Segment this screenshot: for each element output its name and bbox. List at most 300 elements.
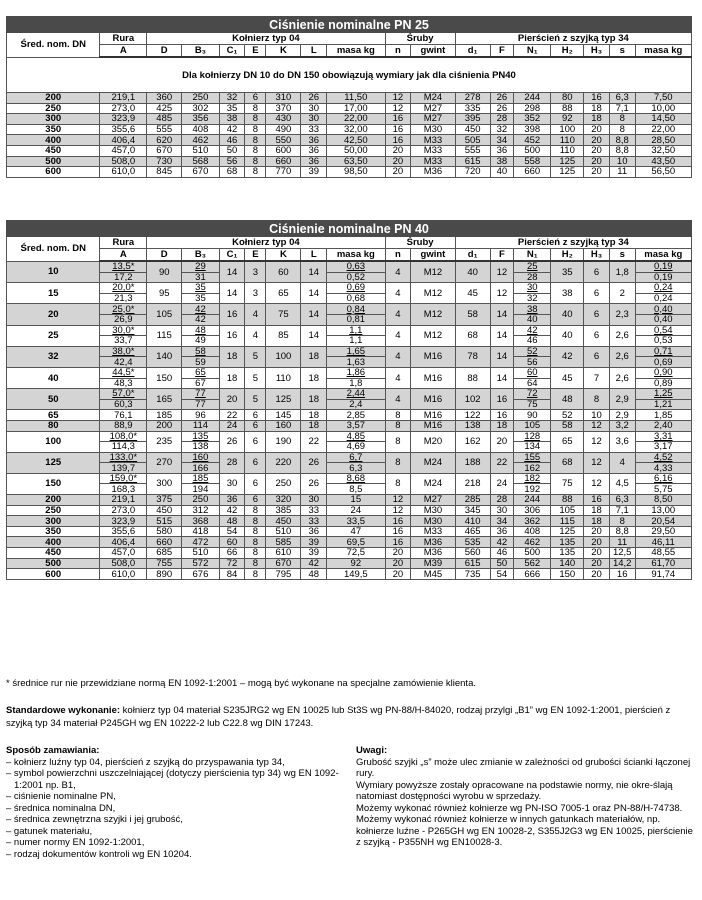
cell-rura-a: 219,1 [100,93,147,104]
cell-l: 39 [301,537,327,548]
cell-h2: 110 [551,135,584,146]
cell-l: 14 [301,261,327,283]
cell-n: 4 [385,346,411,367]
cell-masa-kolnierz: 22,00 [327,114,385,125]
cell-s: 6,3 [609,93,635,104]
cell-c1: 14 [219,261,245,283]
col-header: n [385,249,411,262]
cell-k: 60 [266,261,301,283]
cell-c1: 66 [219,548,245,559]
cell-d: 200 [147,420,182,431]
cell-masa-pierscien: 6,16 [635,473,691,484]
cell-f: 24 [490,473,513,494]
cell-k: 190 [266,431,301,452]
cell-h2: 115 [551,516,584,527]
cell-e: 8 [245,505,266,516]
cell-k: 385 [266,505,301,516]
cell-e: 8 [245,124,266,135]
cell-gwint: M24 [411,473,455,494]
cell-k: 320 [266,495,301,506]
cell-rura-a: 406,4 [100,135,147,146]
ordering-list [6,757,346,861]
cell-masa-kolnierz: 24 [327,505,385,516]
cell-f: 22 [490,452,513,473]
cell-h2: 38 [551,283,584,304]
col-header: H₃ [584,45,610,58]
cell-n1: 452 [514,135,551,146]
col-header: d₁ [455,249,490,262]
cell-n1: 298 [514,103,551,114]
col-header: n [385,45,411,58]
cell-dn: 450 [7,145,100,156]
cell-masa-pierscien: 22,00 [635,124,691,135]
cell-h3: 12 [584,452,610,473]
cell-h3: 8 [584,389,610,410]
cell-gwint: M27 [411,103,455,114]
cell-h2: 135 [551,537,584,548]
table-row [7,283,692,294]
cell-k: 100 [266,346,301,367]
cell-s: 2,3 [609,304,635,325]
cell-rura-a: 219,1 [100,495,147,506]
cell-gwint: M12 [411,304,455,325]
cell-k: 450 [266,516,301,527]
cell-n1: 362 [514,516,551,527]
sruby-header: Śruby [385,33,455,45]
cell-l: 48 [301,569,327,580]
cell-d: 890 [147,569,182,580]
table-row [7,325,692,336]
cell-h3: 18 [584,516,610,527]
cell-n: 8 [385,420,411,431]
cell-h3: 20 [584,135,610,146]
cell-b3: 166 [182,463,219,474]
cell-s: 8,8 [609,526,635,537]
cell-n1: 134 [514,442,551,453]
cell-b3: 510 [182,548,219,559]
cell-n: 20 [385,569,411,580]
cell-b3: 29 [182,261,219,272]
col-header: masa kg [327,249,385,262]
cell-c1: 18 [219,367,245,388]
cell-s: 3,2 [609,420,635,431]
cell-d: 150 [147,367,182,388]
cell-s: 7,1 [609,505,635,516]
cell-n1: 64 [514,378,551,389]
cell-masa-kolnierz: 0,52 [327,272,385,283]
cell-c1: 16 [219,304,245,325]
cell-d: 660 [147,537,182,548]
cell-d1: 535 [455,537,490,548]
cell-e: 6 [245,452,266,473]
cell-k: 670 [266,558,301,569]
cell-masa-kolnierz: 0,81 [327,314,385,325]
cell-masa-pierscien: 0,19 [635,261,691,272]
cell-rura-a: 457,0 [100,548,147,559]
cell-rura-a: 323,9 [100,114,147,125]
cell-e: 8 [245,537,266,548]
cell-c1: 72 [219,558,245,569]
cell-rura-a: 168,3 [100,484,147,495]
cell-n1: 46 [514,336,551,347]
cell-n: 12 [385,93,411,104]
cell-c1: 16 [219,325,245,346]
cell-rura-a: 610,0 [100,569,147,580]
cell-f: 38 [490,156,513,167]
cell-dn: 200 [7,495,100,506]
cell-h2: 75 [551,473,584,494]
cell-f: 32 [490,124,513,135]
cell-rura-a: 60,3 [100,399,147,410]
cell-n: 20 [385,156,411,167]
cell-masa-pierscien: 4,52 [635,452,691,463]
cell-n1: 562 [514,558,551,569]
cell-l: 14 [301,325,327,346]
col-header: C₁ [219,45,245,58]
cell-dn: 50 [7,389,100,410]
cell-b3: 35 [182,283,219,294]
col-header: N₁ [514,249,551,262]
table-row [7,516,692,527]
cell-h2: 45 [551,367,584,388]
cell-rura-a: 273,0 [100,103,147,114]
dn-header: Śred. nom. DN [7,33,100,58]
cell-c1: 28 [219,452,245,473]
cell-k: 585 [266,537,301,548]
cell-rura-a: 508,0 [100,558,147,569]
cell-s: 2,6 [609,325,635,346]
cell-s: 11 [609,167,635,178]
cell-l: 26 [301,93,327,104]
cell-l: 30 [301,114,327,125]
cell-rura-a: 33,7 [100,336,147,347]
cell-rura-a: 108,0* [100,431,147,442]
cell-dn: 500 [7,156,100,167]
cell-c1: 56 [219,156,245,167]
cell-s: 2,6 [609,367,635,388]
cell-n1: 105 [514,420,551,431]
cell-masa-kolnierz: 8,68 [327,473,385,484]
cell-n1: 666 [514,569,551,580]
table-row [7,558,692,569]
cell-e: 8 [245,145,266,156]
pn40-table [6,220,692,580]
cell-masa-pierscien: 0,40 [635,304,691,315]
cell-s: 2,9 [609,389,635,410]
cell-gwint: M12 [411,283,455,304]
cell-k: 250 [266,473,301,494]
cell-b3: 96 [182,410,219,421]
table-row [7,135,692,146]
cell-n: 4 [385,367,411,388]
cell-masa-kolnierz: 6,3 [327,463,385,474]
cell-rura-a: 139,7 [100,463,147,474]
pierscien-header: Pierścień z szyjką typ 34 [455,33,691,45]
cell-k: 85 [266,325,301,346]
cell-n1: 42 [514,325,551,336]
cell-gwint: M24 [411,93,455,104]
ordering-item: – średnica zewnętrzna szyjki i jej grubość, [6,814,183,825]
cell-s: 4 [609,452,635,473]
cell-dn: 600 [7,167,100,178]
col-header: masa kg [635,45,691,58]
cell-rura-a: 30,0* [100,325,147,336]
cell-h3: 18 [584,103,610,114]
cell-n: 20 [385,558,411,569]
cell-s: 2,6 [609,346,635,367]
kolnierz-header: Kołnierz typ 04 [147,237,385,249]
cell-n: 20 [385,167,411,178]
cell-n1: 75 [514,399,551,410]
cell-masa-pierscien: 7,50 [635,93,691,104]
cell-n: 8 [385,410,411,421]
cell-l: 18 [301,346,327,367]
cell-n: 8 [385,452,411,473]
cell-masa-kolnierz: 42,50 [327,135,385,146]
cell-c1: 35 [219,103,245,114]
cell-d1: 78 [455,346,490,367]
cell-n1: 38 [514,304,551,315]
cell-l: 18 [301,367,327,388]
cell-dn: 125 [7,452,100,473]
cell-h3: 20 [584,167,610,178]
table-row [7,389,692,400]
cell-b3: 194 [182,484,219,495]
cell-h3: 18 [584,505,610,516]
cell-h3: 20 [584,548,610,559]
cell-n1: 500 [514,548,551,559]
cell-b3: 35 [182,293,219,304]
cell-dn: 32 [7,346,100,367]
cell-l: 18 [301,410,327,421]
cell-masa-pierscien: 1,85 [635,410,691,421]
cell-d: 580 [147,526,182,537]
cell-h3: 20 [584,145,610,156]
cell-d: 165 [147,389,182,410]
col-header: A [100,249,147,262]
cell-dn: 250 [7,103,100,114]
cell-masa-kolnierz: 0,69 [327,283,385,294]
cell-k: 660 [266,156,301,167]
cell-n1: 558 [514,156,551,167]
cell-n1: 128 [514,431,551,442]
cell-rura-a: 457,0 [100,145,147,156]
cell-masa-kolnierz: 6,7 [327,452,385,463]
ordering-item: – kołnierz luźny typ 04, pierścień z szyjką do przyspawania typ 34, [6,756,285,768]
cell-masa-kolnierz: 1,65 [327,346,385,357]
cell-n: 4 [385,283,411,304]
cell-e: 5 [245,367,266,388]
cell-f: 36 [490,145,513,156]
cell-d: 620 [147,135,182,146]
cell-rura-a: 610,0 [100,167,147,178]
cell-masa-pierscien: 0,54 [635,325,691,336]
cell-masa-pierscien: 46,11 [635,537,691,548]
cell-rura-a: 159,0* [100,473,147,484]
pierscien-header: Pierścień z szyjką typ 34 [455,237,691,249]
cell-h2: 42 [551,346,584,367]
note-paragraph: Możemy wykonać również kołnierze w innych gatunkach materiałów, np. kołnierze luźne - P265GH wg EN 10028-2, S355J2G3 wg EN 10025, pierścienie z szyjką - P355NH wg EN10028-3. [356,814,693,848]
cell-e: 8 [245,156,266,167]
cell-rura-a: 114,3 [100,442,147,453]
table-row [7,526,692,537]
cell-b3: 65 [182,367,219,378]
cell-b3: 568 [182,156,219,167]
cell-h2: 135 [551,548,584,559]
cell-l: 39 [301,167,327,178]
cell-b3: 59 [182,357,219,368]
cell-masa-kolnierz: 2,85 [327,410,385,421]
cell-rura-a: 48,3 [100,378,147,389]
cell-h3: 20 [584,526,610,537]
table-row [7,537,692,548]
cell-masa-kolnierz: 3,57 [327,420,385,431]
cell-b3: 67 [182,378,219,389]
cell-s: 16 [609,569,635,580]
cell-c1: 38 [219,114,245,125]
cell-masa-pierscien: 0,19 [635,272,691,283]
cell-d1: 45 [455,283,490,304]
table-row [7,367,692,378]
col-header: D [147,45,182,58]
col-header: F [490,249,513,262]
table-row [7,124,692,135]
cell-gwint: M39 [411,558,455,569]
cell-gwint: M33 [411,135,455,146]
cell-masa-pierscien: 8,50 [635,495,691,506]
cell-masa-kolnierz: 8,5 [327,484,385,495]
cell-n1: 25 [514,261,551,272]
cell-s: 12,5 [609,548,635,559]
cell-s: 1,8 [609,261,635,283]
table-row [7,145,692,156]
cell-k: 600 [266,145,301,156]
cell-n: 12 [385,495,411,506]
cell-c1: 60 [219,537,245,548]
cell-d1: 335 [455,103,490,114]
cell-masa-pierscien: 91,74 [635,569,691,580]
cell-rura-a: 25,0* [100,304,147,315]
cell-d: 300 [147,473,182,494]
cell-c1: 22 [219,410,245,421]
table-row [7,410,692,421]
cell-n: 20 [385,548,411,559]
col-header: masa kg [635,249,691,262]
cell-h3: 12 [584,420,610,431]
sruby-header: Śruby [385,237,455,249]
cell-masa-pierscien: 2,40 [635,420,691,431]
cell-c1: 32 [219,93,245,104]
cell-b3: 418 [182,526,219,537]
dn-header: Śred. nom. DN [7,237,100,262]
col-header: H₂ [551,249,584,262]
cell-h2: 40 [551,325,584,346]
cell-rura-a: 323,9 [100,516,147,527]
cell-n: 4 [385,304,411,325]
cell-k: 220 [266,452,301,473]
cell-masa-pierscien: 3,17 [635,442,691,453]
col-header: B₃ [182,45,219,58]
col-header: H₂ [551,45,584,58]
pn25-column-headers [7,45,692,58]
cell-b3: 670 [182,167,219,178]
col-header: masa kg [327,45,385,58]
ordering-item: – średnica nominalna DN, [6,802,116,814]
cell-l: 33 [301,516,327,527]
cell-n: 12 [385,505,411,516]
cell-dn: 350 [7,526,100,537]
cell-dn: 150 [7,473,100,494]
ordering-item: – numer normy EN 1092-1:2001, [6,837,145,848]
cell-d1: 218 [455,473,490,494]
ordering-title: Sposób zamawiania: [6,745,100,756]
cell-gwint: M30 [411,505,455,516]
cell-masa-pierscien: 0,71 [635,346,691,357]
cell-masa-kolnierz: 15 [327,495,385,506]
col-header: s [609,249,635,262]
cell-n: 16 [385,526,411,537]
cell-d1: 395 [455,114,490,125]
cell-l: 30 [301,495,327,506]
cell-rura-a: 13,5* [100,261,147,272]
cell-n1: 306 [514,505,551,516]
notes-paragraphs [356,757,696,849]
cell-b3: 42 [182,314,219,325]
cell-e: 4 [245,304,266,325]
cell-b3: 408 [182,124,219,135]
cell-e: 6 [245,410,266,421]
cell-e: 8 [245,558,266,569]
cell-n1: 90 [514,410,551,421]
col-header: B₃ [182,249,219,262]
cell-h2: 125 [551,167,584,178]
cell-masa-pierscien: 43,50 [635,156,691,167]
cell-gwint: M36 [411,537,455,548]
cell-dn: 400 [7,135,100,146]
cell-s: 8 [609,114,635,125]
table-row [7,505,692,516]
cell-masa-pierscien: 0,24 [635,293,691,304]
cell-s: 2 [609,283,635,304]
cell-rura-a: 26,9 [100,314,147,325]
cell-masa-pierscien: 0,69 [635,357,691,368]
cell-n1: 398 [514,124,551,135]
cell-dn: 350 [7,124,100,135]
cell-f: 26 [490,93,513,104]
cell-c1: 50 [219,145,245,156]
cell-n1: 352 [514,114,551,125]
cell-b3: 77 [182,399,219,410]
cell-f: 40 [490,167,513,178]
cell-d1: 615 [455,558,490,569]
cell-k: 145 [266,410,301,421]
standard-text: kołnierz typ 04 materiał S235JRG2 wg EN 10025 lub St3S wg PN-88/H-84020, rodzaj przylgi „B1” wg EN 1092-1:2001, pierścień z szyjką typ 34 materiał P245GH wg EN 10222-2 lub C22.8 wg DIN 17243. [6,705,671,729]
cell-e: 8 [245,569,266,580]
cell-d1: 560 [455,548,490,559]
cell-k: 65 [266,283,301,304]
cell-s: 8,8 [609,135,635,146]
ordering-item: – gatunek materiału, [6,825,93,837]
cell-f: 14 [490,346,513,367]
table-row [7,569,692,580]
col-header: F [490,45,513,58]
footnote: * średnice rur nie przewidziane normą EN 1092-1:2001 – mogą być wykonane na specjalne zamówienie klienta. [6,678,476,689]
cell-k: 770 [266,167,301,178]
cell-s: 8 [609,516,635,527]
col-header: K [266,45,301,58]
cell-l: 22 [301,431,327,452]
cell-b3: 356 [182,114,219,125]
